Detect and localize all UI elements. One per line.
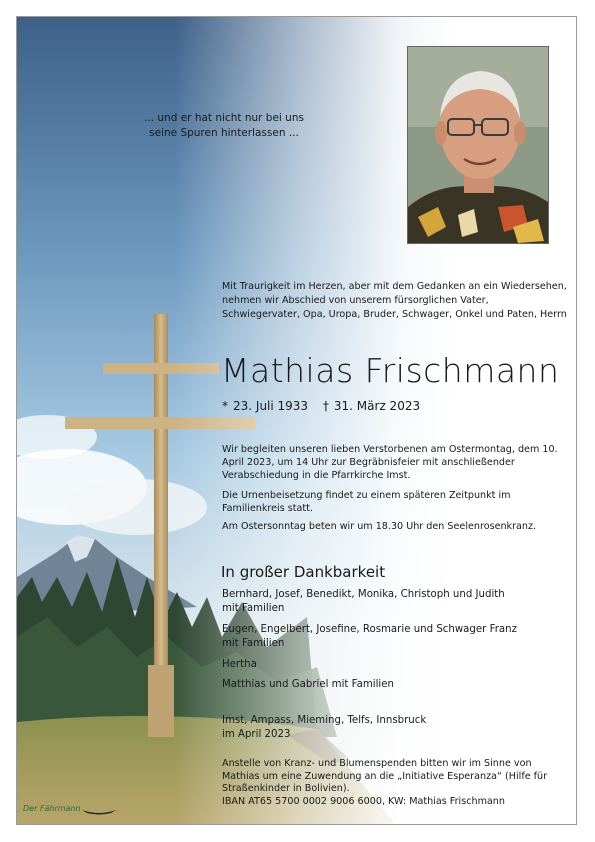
- motto-line-2: seine Spuren hinterlassen ...: [149, 127, 299, 139]
- death-symbol: †: [322, 399, 329, 413]
- funeral-notice: Wir begleiten unseren lieben Verstorbenen am Ostermontag, dem 10. April 2023, um 14 Uhr zur Begräbnisfeier mit anschließender Verabschiedung in die Pfarrkirche Imst.: [222, 444, 558, 482]
- donation-notice: [222, 758, 572, 808]
- month-year: im April 2023: [222, 729, 291, 740]
- family-group: Eugen, Engelbert, Josefine, Rosmarie und Schwager Franz mit Familien: [222, 624, 517, 649]
- boat-icon: [81, 806, 117, 816]
- rosary-notice: Am Ostersonntag beten wir um 18.30 Uhr den Seelenrosenkranz.: [222, 521, 537, 532]
- towns: Imst, Ampass, Mieming, Telfs, Innsbruck: [222, 715, 427, 726]
- iban-line: IBAN AT65 5700 0002 9006 6000, KW: Mathias Frischmann: [222, 795, 505, 807]
- donation-text: Anstelle von Kranz- und Blumenspenden bitten wir im Sinne von Mathias um eine Zuwendung an die „Initiative Esperanza“ (Hilfe für Straßenkinder in Bolivien).: [222, 758, 548, 795]
- place-date: [222, 714, 426, 742]
- birth-symbol: *: [222, 399, 228, 413]
- deceased-name: Mathias Frischmann: [221, 351, 560, 390]
- obituary-card: [16, 16, 577, 825]
- family-group: Bernhard, Josef, Benedikt, Monika, Christoph und Judith mit Familien: [222, 589, 505, 614]
- urn-notice: Die Urnenbeisetzung findet zu einem späteren Zeitpunkt im Familienkreis statt.: [222, 490, 511, 515]
- motto-line-1: ... und er hat nicht nur bei uns: [144, 112, 304, 124]
- thanks-heading: In großer Dankbarkeit: [221, 563, 386, 581]
- funeral-home-logo: Der Fährmann: [23, 804, 81, 813]
- portrait-photo: [407, 46, 549, 244]
- family-group: Hertha: [222, 659, 257, 670]
- motto: [119, 111, 329, 141]
- life-dates: [222, 399, 425, 413]
- death-date: 31. März 2023: [333, 399, 421, 413]
- birth-date: 23. Juli 1933: [233, 399, 309, 413]
- family-group: Matthias und Gabriel mit Familien: [222, 679, 394, 690]
- intro-text: Mit Traurigkeit im Herzen, aber mit dem Gedanken an ein Wiedersehen, nehmen wir Abschied von unserem fürsorglichen Vater, Schwiegervater, Opa, Uropa, Bruder, Schwager, Onkel und Paten, Herrn: [222, 281, 567, 320]
